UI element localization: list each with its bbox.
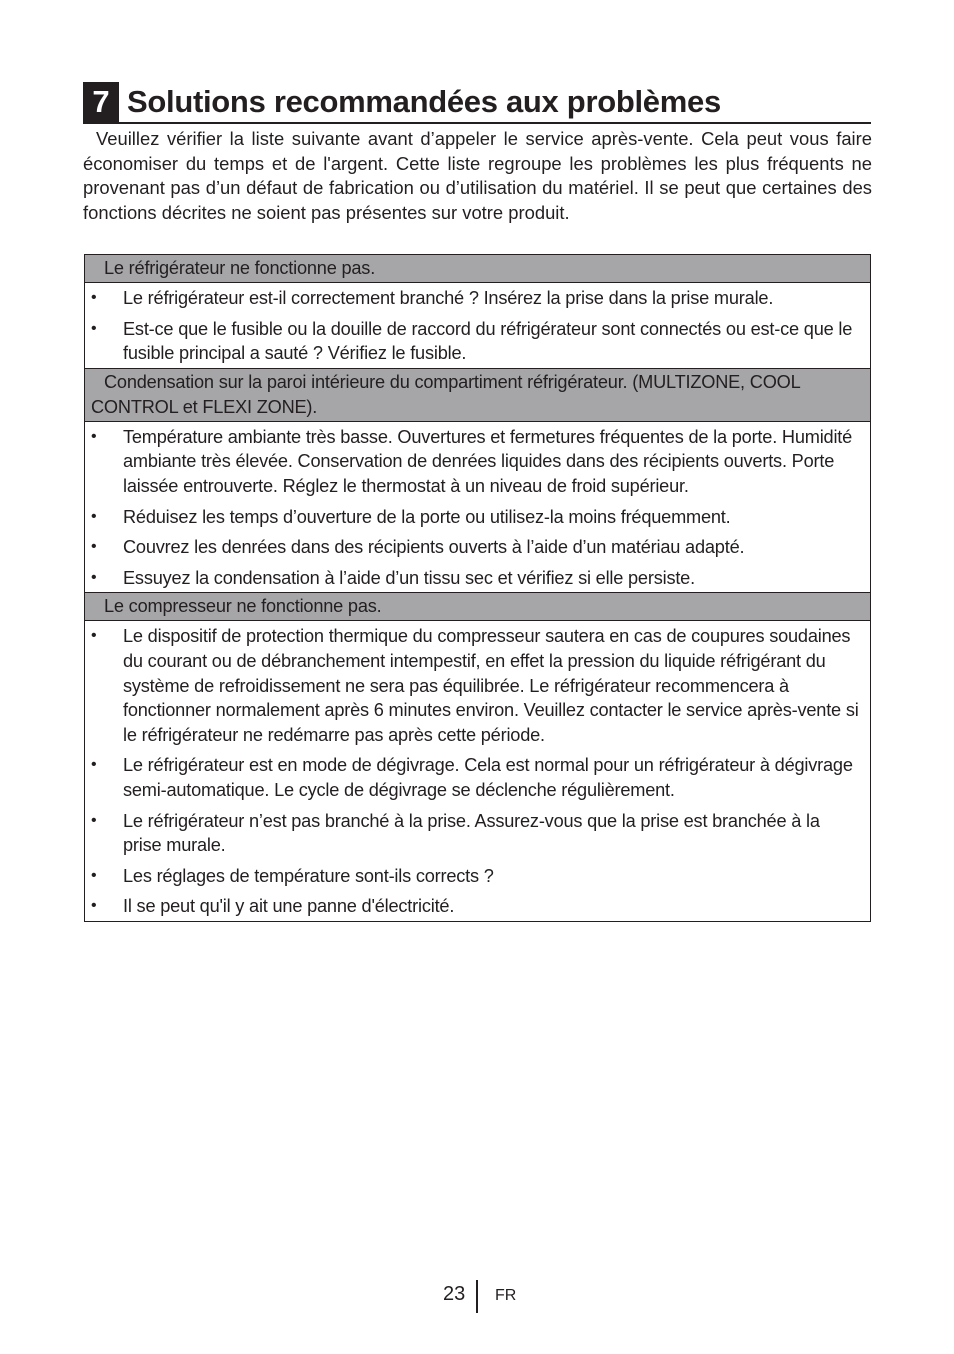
solutions-row: [85, 283, 871, 369]
list-item: [85, 566, 862, 591]
list-item: [85, 286, 862, 311]
bullet-icon: •: [91, 897, 97, 915]
solution-text: Le réfrigérateur est en mode de dégivrage. Cela est normal pour un réfrigérateur à dégivrage semi-automatique. Le cycle de dégivrage se déclenche régulièrement.: [123, 755, 853, 800]
solution-text: Température ambiante très basse. Ouvertures et fermetures fréquentes de la porte. Humidité ambiante très élevée. Conservation de denrées liquides dans des récipients ouverts. Porte laissée entrouverte. Réglez le thermostat à un niveau de froid supérieur.: [123, 426, 853, 496]
problem-title: Condensation sur la paroi intérieure du compartiment réfrigérateur. (MULTIZONE, COOL CONTROL et FLEXI ZONE).: [85, 368, 871, 421]
bullet-icon: •: [91, 568, 97, 586]
solution-text: Le réfrigérateur est-il correctement branché ? Insérez la prise dans la prise murale.: [123, 288, 774, 308]
list-item: [85, 753, 862, 802]
bullet-icon: •: [91, 538, 97, 556]
solution-text: Les réglages de température sont-ils corrects ?: [123, 865, 494, 886]
solution-text: Couvrez les denrées dans des récipients ouverts à l’aide d’un matériau adapté.: [123, 537, 745, 558]
solutions-row: [85, 621, 871, 922]
footer-divider: [476, 1280, 478, 1313]
list-item: [85, 624, 862, 747]
page-number: 23: [443, 1283, 466, 1305]
solution-text: Réduisez les temps d’ouverture de la porte ou utilisez-la moins fréquemment.: [123, 506, 731, 527]
section-heading: [83, 82, 871, 124]
list-item: [85, 425, 862, 499]
problem-row: [85, 368, 871, 421]
language-code: FR: [495, 1287, 517, 1304]
bullet-icon: •: [91, 289, 97, 306]
problem-row: [85, 255, 871, 283]
list-item: [85, 317, 862, 366]
solution-text: Est-ce que le fusible ou la douille de raccord du réfrigérateur sont connectés ou est-ce que le fusible principal a sauté ? Vérifiez le fusible.: [123, 318, 853, 364]
solutions-row: [85, 421, 871, 593]
solutions-list: [85, 624, 862, 919]
solution-text: Essuyez la condensation à l’aide d’un tissu sec et vérifiez si elle persiste.: [123, 567, 695, 588]
problem-title: Le compresseur ne fonctionne pas.: [85, 593, 871, 621]
bullet-icon: •: [91, 866, 97, 884]
bullet-icon: •: [91, 507, 97, 525]
problem-row: [85, 593, 871, 621]
list-item: [85, 894, 862, 919]
list-item: [85, 535, 862, 560]
section-number: 7: [83, 82, 119, 122]
page-footer: [0, 1280, 954, 1316]
list-item: [85, 505, 862, 530]
bullet-icon: •: [91, 756, 97, 774]
bullet-icon: •: [91, 627, 97, 645]
list-item: [85, 809, 862, 858]
page-title: Solutions recommandées aux problèmes: [127, 84, 721, 119]
solution-text: Le dispositif de protection thermique du compresseur sautera en cas de coupures soudaines du courant ou de débranchement intempestif, en effet la pression du liquide réfrigérant du système de refroidissement ne sera pas équilibrée. Le réfrigérateur recommencera à fonctionner normalement après 6 minutes environ. Veuillez contacter le service après-vente si le réfrigérateur ne redémarre pas après cette période.: [123, 626, 859, 745]
bullet-icon: •: [91, 427, 97, 445]
solutions-list: [85, 286, 862, 366]
intro-paragraph: Veuillez vérifier la liste suivante avant d’appeler le service après-vente. Cela peut vous faire économiser du temps et de l'argent. Cette liste regroupe les problèmes les plus fréquents ne provenant pas d’un défaut de fabrication ou d’utilisation du matériel. Il se peut que certaines des fonctions décrites ne soient pas présentes sur votre produit.: [83, 128, 872, 223]
solution-text: Il se peut qu'il y ait une panne d'électricité.: [123, 896, 455, 917]
solutions-list: [85, 425, 862, 591]
bullet-icon: •: [91, 319, 97, 337]
list-item: [85, 864, 862, 889]
problem-title: Le réfrigérateur ne fonctionne pas.: [85, 255, 871, 283]
troubleshooting-table: [84, 254, 871, 922]
bullet-icon: •: [91, 811, 97, 829]
solution-text: Le réfrigérateur n’est pas branché à la prise. Assurez-vous que la prise est branchée à la prise murale.: [123, 810, 820, 856]
